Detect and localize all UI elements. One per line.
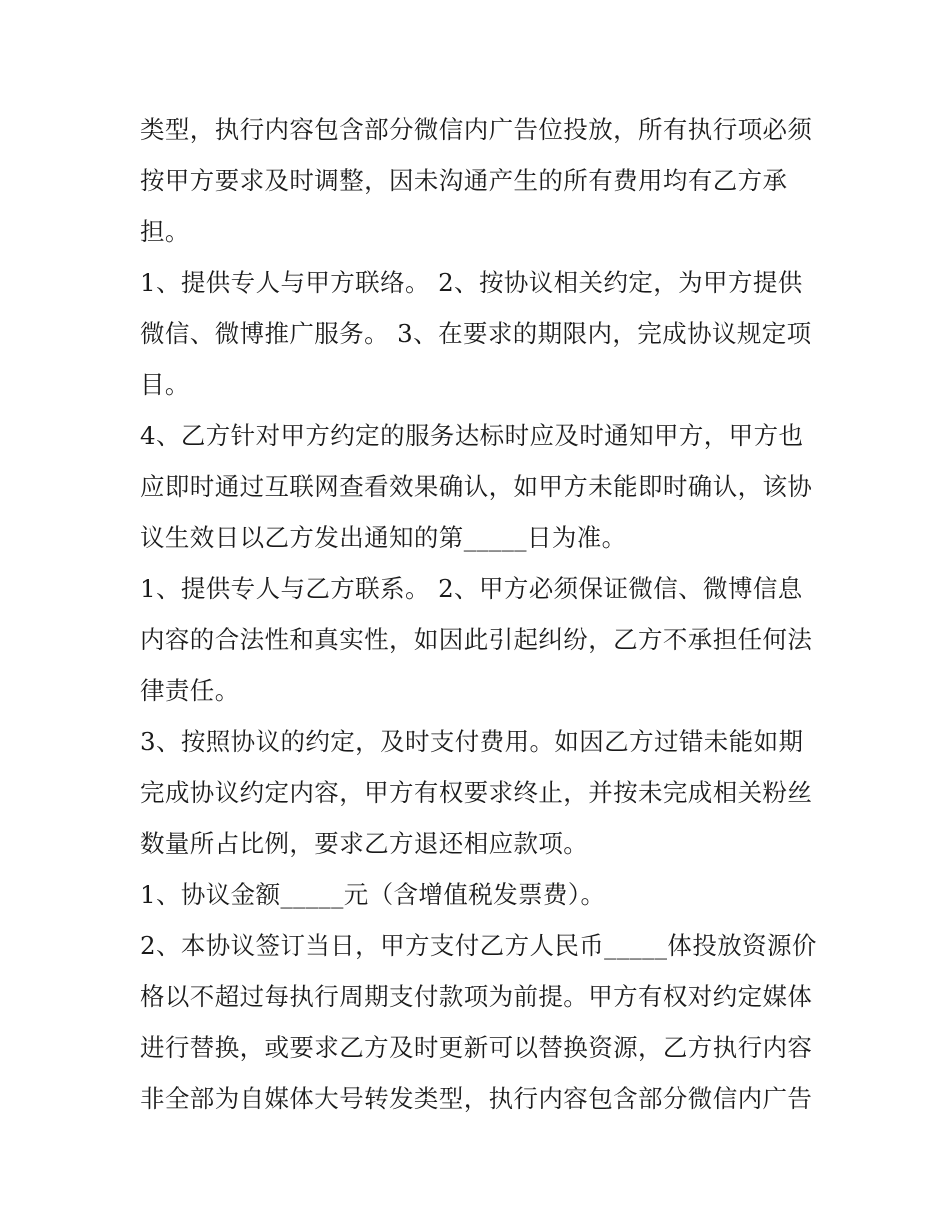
- text-line: 1、提供专人与甲方联络。 2、按协议相关约定，为甲方提供: [140, 268, 803, 297]
- text-line: 数量所占比例，要求乙方退还相应款项。: [140, 829, 589, 858]
- text-line: 完成协议约定内容，甲方有权要求终止，并按未完成相关粉丝: [140, 778, 813, 807]
- text-line: 律责任。: [140, 676, 240, 705]
- text-line: 担。: [140, 217, 190, 246]
- text-line: 内容的合法性和真实性，如因此引起纠纷，乙方不承担任何法: [140, 625, 813, 654]
- text-line: 2、本协议签订当日，甲方支付乙方人民币_____体投放资源价: [140, 931, 817, 960]
- text-line: 进行替换，或要求乙方及时更新可以替换资源，乙方执行内容: [140, 1033, 813, 1062]
- text-line: 类型，执行内容包含部分微信内广告位投放，所有执行项必须: [140, 115, 813, 144]
- text-line: 1、协议金额_____元（含增值税发票费）。: [140, 880, 606, 909]
- text-line: 非全部为自媒体大号转发类型，执行内容包含部分微信内广告: [140, 1084, 813, 1113]
- text-line: 应即时通过互联网查看效果确认，如甲方未能即时确认，该协: [140, 472, 813, 501]
- text-line: 4、乙方针对甲方约定的服务达标时应及时通知甲方，甲方也: [140, 421, 804, 450]
- text-line: 3、按照协议的约定，及时支付费用。如因乙方过错未能如期: [140, 727, 804, 756]
- text-line: 微信、微博推广服务。 3、在要求的期限内，完成协议规定项: [140, 319, 812, 348]
- text-line: 议生效日以乙方发出通知的第_____日为准。: [140, 523, 627, 552]
- document-body: [140, 104, 815, 1124]
- text-line: 1、提供专人与乙方联系。 2、甲方必须保证微信、微博信息: [140, 574, 803, 603]
- text-line: 格以不超过每执行周期支付款项为前提。甲方有权对约定媒体: [140, 982, 813, 1011]
- text-line: 按甲方要求及时调整，因未沟通产生的所有费用均有乙方承: [140, 166, 788, 195]
- text-line: 目。: [140, 370, 190, 399]
